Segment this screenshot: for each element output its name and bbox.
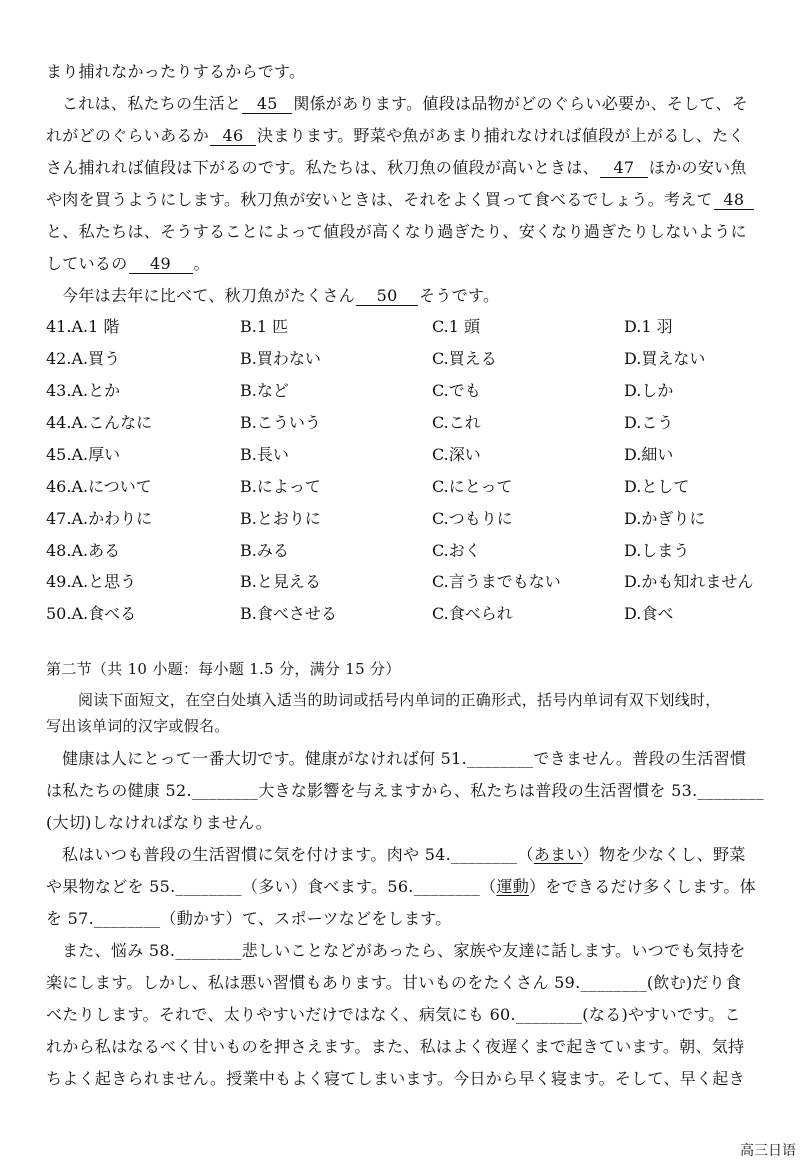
option-49-b: B.と見える — [240, 572, 321, 591]
passage-text: さん捕れれば値段は下がるのです。私たちは、秋刀魚の値段が高いときは、 — [46, 158, 599, 177]
option-48-a: 48.A.ある — [46, 541, 121, 560]
essay-line-3: (大切)しなければなりません。 — [46, 813, 272, 832]
essay-line-7: また、悩み 58.________悲しいことなどがあったら、家族や友達に話します。いつでも気持を — [62, 941, 746, 960]
passage-text: 決まります。野菜や魚があまり捕れなければ値段が上がるし、たく — [257, 126, 745, 145]
option-41-d: D.1 羽 — [624, 317, 673, 336]
option-42-a: 42.A.買う — [46, 349, 121, 368]
passage-line-6 — [46, 222, 747, 242]
option-44-a: 44.A.こんなに — [46, 413, 153, 432]
passage-text: これは、私たちの生活と — [62, 94, 242, 113]
passage-text: ほかの安い魚 — [648, 158, 747, 177]
essay-line-11: ちよく起きられません。授業中もよく寝てしまいます。今日から早く寝ます。そして、早く起き — [46, 1069, 745, 1088]
option-48-c: C.おく — [432, 541, 481, 560]
passage-text: 今年は去年に比べて、秋刀魚がたくさん — [62, 286, 356, 305]
option-41-b: B.1 匹 — [240, 317, 289, 336]
option-46-c: C.にとって — [432, 477, 513, 496]
passage-text: 関係があります。値段は品物がどのぐらい必要か、そして、そ — [293, 94, 749, 113]
option-50-d: D.食べ — [624, 604, 674, 623]
section-2-instruction-cont: 写出该单词的汉字或假名。 — [46, 717, 230, 735]
option-42-c: C.買える — [432, 349, 497, 368]
essay-line-10: れから私はなるべく甘いものを押さえます。また、私はよく夜遅くまで起きています。朝、気持 — [46, 1037, 745, 1056]
blank-49: 49 — [129, 255, 193, 274]
passage-line-3 — [46, 126, 745, 146]
option-46-d: D.として — [624, 477, 690, 496]
option-47-d: D.かぎりに — [624, 509, 706, 528]
blank-46: 46 — [210, 127, 256, 146]
passage-line-4 — [46, 158, 747, 178]
option-42-b: B.買わない — [240, 349, 321, 368]
option-43-c: C.でも — [432, 381, 481, 400]
option-41-c: C.1 頭 — [432, 317, 481, 336]
passage-line-2 — [62, 94, 748, 114]
passage-line-7 — [46, 254, 210, 274]
essay-text: 私はいつも普段の生活習慣に気を付けます。肉や 54.________（ — [62, 845, 534, 864]
essay-line-1: 健康は人にとって一番大切です。健康がなければ何 51.________できません。普段の生活習慣 — [62, 749, 747, 768]
essay-line-6: を 57.________（動かす）て、スポーツなどをします。 — [46, 909, 452, 928]
essay-text: ）をできるだけ多くします。体 — [529, 877, 756, 896]
essay-text: ）物を少なくし、野菜 — [582, 845, 746, 864]
section-2-heading: 第二节（共 10 小题：每小题 1.5 分，满分 15 分） — [46, 660, 401, 678]
option-43-a: 43.A.とか — [46, 381, 121, 400]
passage-text: と、私たちは、そうすることによって値段が高くなり過ぎたり、安くなり過ぎたりしないように — [46, 222, 747, 241]
passage-line-1 — [46, 62, 305, 82]
passage-text: まり捕れなかったりするからです。 — [46, 62, 306, 81]
option-47-c: C.つもりに — [432, 509, 513, 528]
passage-text: れがどのぐらいあるか — [46, 126, 210, 145]
essay-line-5 — [46, 877, 756, 897]
option-41-a: 41.A.1 階 — [46, 317, 120, 336]
passage-text: 。 — [193, 254, 210, 273]
option-42-d: D.買えない — [624, 349, 706, 368]
essay-line-2: は私たちの健康 52.________大きな影響を与えますから、私たちは普段の生活習慣を 53.________ — [46, 781, 764, 800]
option-50-c: C.食べられ — [432, 604, 513, 623]
option-50-a: 50.A.食べる — [46, 604, 137, 623]
option-48-d: D.しまう — [624, 541, 690, 560]
blank-50: 50 — [356, 287, 418, 306]
option-47-a: 47.A.かわりに — [46, 509, 153, 528]
option-45-a: 45.A.厚い — [46, 445, 121, 464]
essay-line-9: べたりします。それで、太りやすいだけではなく、病気にも 60.________(なる)やすいです。こ — [46, 1005, 741, 1024]
option-44-d: D.こう — [624, 413, 674, 432]
passage-line-8 — [62, 286, 499, 306]
option-43-d: D.しか — [624, 381, 674, 400]
passage-text: そうです。 — [419, 286, 500, 305]
passage-text: や肉を買うようにします。秋刀魚が安いときは、それをよく買って食べるでしょう。考えて — [46, 190, 713, 209]
option-47-b: B.とおりに — [240, 509, 321, 528]
option-49-c: C.言うまでもない — [432, 572, 561, 591]
option-50-b: B.食べさせる — [240, 604, 337, 623]
double-underlined-word: あまい — [533, 845, 583, 864]
option-45-d: D.細い — [624, 445, 674, 464]
option-46-a: 46.A.について — [46, 477, 152, 496]
option-49-d: D.かも知れません — [624, 572, 754, 591]
option-45-b: B.長い — [240, 445, 289, 464]
option-44-c: C.これ — [432, 413, 481, 432]
essay-text: や果物などを 55.________（多い）食べます。56.________（ — [46, 877, 497, 896]
section-2-instruction: 阅读下面短文，在空白处填入适当的助词或括号内单词的正确形式，括号内单词有双下划线时， — [78, 691, 721, 709]
passage-text: しているの — [46, 254, 128, 273]
blank-47: 47 — [600, 159, 648, 178]
option-46-b: B.によって — [240, 477, 321, 496]
option-45-c: C.深い — [432, 445, 481, 464]
blank-45: 45 — [242, 95, 292, 114]
essay-line-8: 楽にします。しかし、私は悪い習慣もあります。甘いものをたくさん 59.________(飲む)だり食 — [46, 973, 742, 992]
blank-48: 48 — [714, 191, 754, 210]
passage-line-5 — [46, 190, 755, 210]
option-43-b: B.など — [240, 381, 289, 400]
option-49-a: 49.A.と思う — [46, 572, 137, 591]
page-footer: 高三日语 — [740, 1143, 796, 1159]
essay-line-4 — [62, 845, 746, 865]
option-48-b: B.みる — [240, 541, 289, 560]
double-underlined-word: 運動 — [496, 877, 530, 896]
option-44-b: B.こういう — [240, 413, 321, 432]
